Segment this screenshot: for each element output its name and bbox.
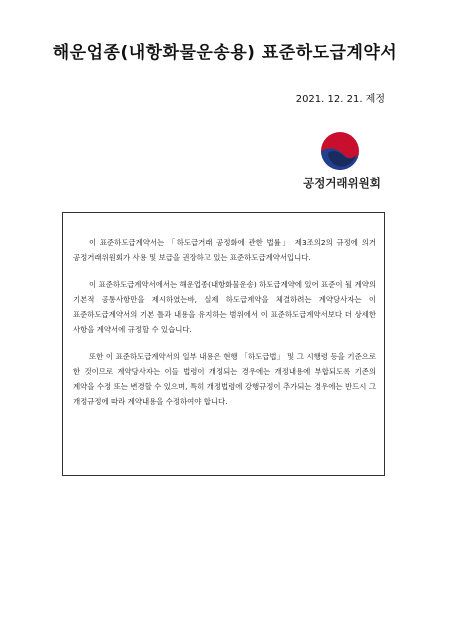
agency-name: 공정거래위원회 (303, 176, 381, 190)
enactment-date: 2021. 12. 21. 제정 (295, 94, 385, 105)
document-title: 해운업종(내항화물운송용) 표준하도급계약서 (52, 43, 398, 63)
notice-paragraph-3: 또한 이 표준하도급계약서의 일부 내용은 현행 「하도급법」 및 그 시행령 등을 기준으로 한 것이므로 계약당사자는 이들 법령이 개정되는 경우에는 개정내용에 부합되도록 기존의 계약을 수정 또는 변경할 수 있으며, 특히 개정법령에 강행규정이 추가되는 경우에는 반드시 그 개정규정에 따라 계약내용을 수정하여야 합니다. (73, 352, 376, 406)
notice-paragraph-2: 이 표준하도급계약서에서는 해운업종(내항화물운송) 하도급계약에 있어 표준이 될 계약의 기본적 공통사항만을 제시하였는바, 실제 하도급계약을 체결하려는 계약당사자는 이 표준하도급계약서의 기본 틀과 내용을 유지하는 범위에서 이 표준하도급계약서보다 더 상세한 사항을 계약서에 규정할 수 있습니다. (73, 280, 376, 334)
notice-paragraph-1: 이 표준하도급계약서는 「하도급거래 공정화에 관한 법률」 제3조의2의 규정에 의거 공정거래위원회가 사용 및 보급을 권장하고 있는 표준하도급계약서입니다. (73, 238, 376, 262)
notice-box (62, 212, 385, 476)
kftc-logo-icon (320, 131, 360, 171)
